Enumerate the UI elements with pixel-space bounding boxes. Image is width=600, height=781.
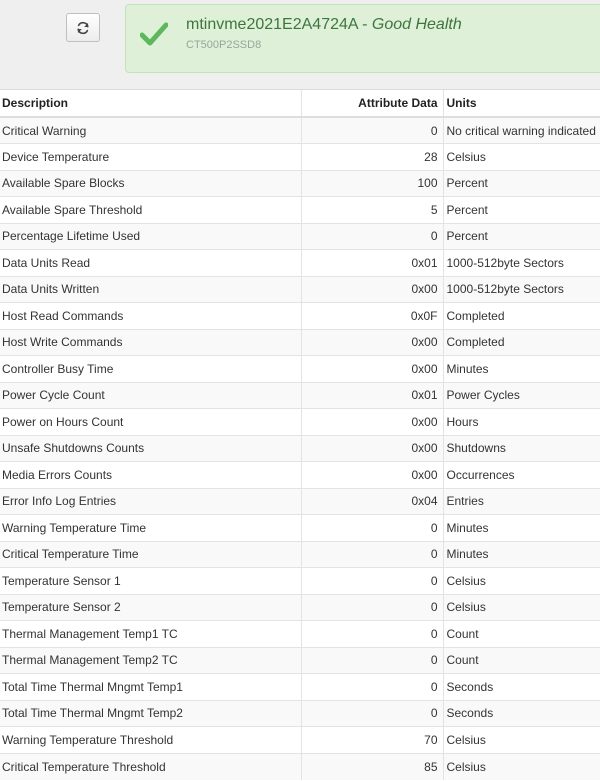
cell-attribute-data: 70 xyxy=(301,727,443,754)
cell-description: Power on Hours Count xyxy=(0,409,301,436)
cell-attribute-data: 0x00 xyxy=(301,276,443,303)
cell-units: 1000-512byte Sectors xyxy=(443,276,600,303)
cell-attribute-data: 5 xyxy=(301,197,443,224)
table-row xyxy=(0,409,600,436)
table-row xyxy=(0,144,600,171)
health-status-text: Good Health xyxy=(371,16,462,33)
cell-description: Temperature Sensor 2 xyxy=(0,594,301,621)
cell-units: Minutes xyxy=(443,541,600,568)
cell-units: Count xyxy=(443,647,600,674)
drive-header xyxy=(0,0,600,90)
cell-attribute-data: 0 xyxy=(301,568,443,595)
cell-units: Completed xyxy=(443,329,600,356)
cell-units: Seconds xyxy=(443,700,600,727)
cell-units: Celsius xyxy=(443,568,600,595)
cell-description: Media Errors Counts xyxy=(0,462,301,489)
cell-description: Critical Warning xyxy=(0,117,301,144)
cell-attribute-data: 100 xyxy=(301,170,443,197)
cell-units: Celsius xyxy=(443,144,600,171)
header-attribute-data: Attribute Data xyxy=(301,90,443,117)
cell-units: Celsius xyxy=(443,753,600,780)
cell-description: Critical Temperature Threshold xyxy=(0,753,301,780)
table-row xyxy=(0,329,600,356)
cell-attribute-data: 0 xyxy=(301,515,443,542)
cell-description: Error Info Log Entries xyxy=(0,488,301,515)
cell-attribute-data: 0 xyxy=(301,223,443,250)
table-row xyxy=(0,621,600,648)
cell-attribute-data: 0 xyxy=(301,674,443,701)
cell-units: Celsius xyxy=(443,594,600,621)
table-row xyxy=(0,223,600,250)
cell-units: Minutes xyxy=(443,515,600,542)
table-row xyxy=(0,197,600,224)
drive-title xyxy=(186,16,462,34)
cell-attribute-data: 0x00 xyxy=(301,329,443,356)
table-row xyxy=(0,276,600,303)
cell-units: No critical warning indicated xyxy=(443,117,600,144)
table-row xyxy=(0,753,600,780)
cell-attribute-data: 0 xyxy=(301,594,443,621)
cell-attribute-data: 85 xyxy=(301,753,443,780)
smart-attributes-table xyxy=(0,90,600,780)
cell-description: Unsafe Shutdowns Counts xyxy=(0,435,301,462)
cell-description: Thermal Management Temp1 TC xyxy=(0,621,301,648)
table-row xyxy=(0,700,600,727)
table-row xyxy=(0,250,600,277)
table-row xyxy=(0,568,600,595)
cell-units: Count xyxy=(443,621,600,648)
cell-description: Available Spare Blocks xyxy=(0,170,301,197)
drive-model: CT500P2SSD8 xyxy=(186,39,262,51)
cell-units: Hours xyxy=(443,409,600,436)
cell-attribute-data: 0x00 xyxy=(301,435,443,462)
cell-attribute-data: 0x01 xyxy=(301,250,443,277)
cell-description: Warning Temperature Threshold xyxy=(0,727,301,754)
table-row xyxy=(0,541,600,568)
cell-description: Thermal Management Temp2 TC xyxy=(0,647,301,674)
table-row xyxy=(0,435,600,462)
title-separator: - xyxy=(357,16,372,33)
cell-attribute-data: 0x0F xyxy=(301,303,443,330)
refresh-button[interactable] xyxy=(66,13,100,42)
refresh-icon xyxy=(76,21,90,35)
table-row xyxy=(0,170,600,197)
cell-units: Percent xyxy=(443,170,600,197)
cell-attribute-data: 0x00 xyxy=(301,462,443,489)
cell-description: Host Write Commands xyxy=(0,329,301,356)
table-row xyxy=(0,117,600,144)
cell-description: Available Spare Threshold xyxy=(0,197,301,224)
cell-units: Power Cycles xyxy=(443,382,600,409)
cell-description: Host Read Commands xyxy=(0,303,301,330)
table-row xyxy=(0,647,600,674)
cell-description: Warning Temperature Time xyxy=(0,515,301,542)
table-row xyxy=(0,727,600,754)
cell-units: Occurrences xyxy=(443,462,600,489)
cell-description: Critical Temperature Time xyxy=(0,541,301,568)
cell-description: Power Cycle Count xyxy=(0,382,301,409)
table-row xyxy=(0,594,600,621)
cell-units: Completed xyxy=(443,303,600,330)
cell-description: Controller Busy Time xyxy=(0,356,301,383)
cell-description: Data Units Written xyxy=(0,276,301,303)
health-status-panel xyxy=(125,4,600,73)
cell-units: Percent xyxy=(443,223,600,250)
table-header-row xyxy=(0,90,600,117)
cell-units: 1000-512byte Sectors xyxy=(443,250,600,277)
table-row xyxy=(0,356,600,383)
cell-attribute-data: 0 xyxy=(301,541,443,568)
table-row xyxy=(0,303,600,330)
cell-attribute-data: 0x00 xyxy=(301,356,443,383)
cell-description: Percentage Lifetime Used xyxy=(0,223,301,250)
table-body xyxy=(0,117,600,780)
cell-attribute-data: 0x00 xyxy=(301,409,443,436)
cell-units: Minutes xyxy=(443,356,600,383)
table-row xyxy=(0,515,600,542)
table-row xyxy=(0,488,600,515)
cell-description: Temperature Sensor 1 xyxy=(0,568,301,595)
cell-attribute-data: 0 xyxy=(301,647,443,674)
cell-units: Shutdowns xyxy=(443,435,600,462)
header-units: Units xyxy=(443,90,600,117)
cell-description: Data Units Read xyxy=(0,250,301,277)
table-row xyxy=(0,382,600,409)
table-row xyxy=(0,462,600,489)
drive-name: mtinvme2021E2A4724A xyxy=(186,16,358,33)
cell-attribute-data: 0 xyxy=(301,117,443,144)
table-row xyxy=(0,674,600,701)
cell-units: Percent xyxy=(443,197,600,224)
cell-units: Seconds xyxy=(443,674,600,701)
cell-attribute-data: 0x04 xyxy=(301,488,443,515)
cell-attribute-data: 0x01 xyxy=(301,382,443,409)
cell-attribute-data: 0 xyxy=(301,700,443,727)
cell-units: Celsius xyxy=(443,727,600,754)
checkmark-icon xyxy=(140,21,168,47)
cell-description: Device Temperature xyxy=(0,144,301,171)
header-description: Description xyxy=(0,90,301,117)
cell-description: Total Time Thermal Mngmt Temp1 xyxy=(0,674,301,701)
cell-attribute-data: 28 xyxy=(301,144,443,171)
cell-attribute-data: 0 xyxy=(301,621,443,648)
cell-description: Total Time Thermal Mngmt Temp2 xyxy=(0,700,301,727)
cell-units: Entries xyxy=(443,488,600,515)
